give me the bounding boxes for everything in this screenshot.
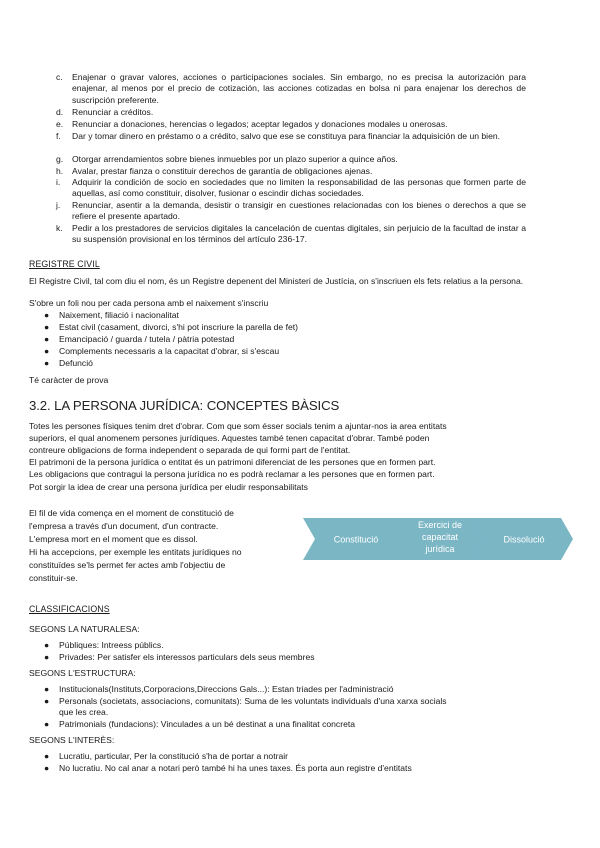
list-item: g. Otorgar arrendamientos sobre bienes inmuebles por un plazo superior a quince años. xyxy=(56,154,398,164)
list-item: ● Privades: Per satisfer els interessos particulars dels seus membres xyxy=(44,652,315,662)
list-item: c. Enajenar o gravar valores, acciones o participaciones sociales. Sin embargo, no es precisa la autorización para enajenar, al menos por el precio de cotización, las acciones cotizadas en bolsa ni para enajenar los derechos de suscripción preferente. xyxy=(56,72,526,105)
group-title: SEGONS LA NATURALESA: xyxy=(29,624,140,634)
life-line: constituïdes se'ls permet fer actes amb l'objectiu de xyxy=(29,560,226,570)
list-item-continuation: que les crea. xyxy=(59,707,109,717)
process-diagram xyxy=(303,516,573,564)
group-title: SEGONS L'INTERÈS: xyxy=(29,735,115,745)
classificacions-heading: CLASSIFICACIONS xyxy=(29,604,110,614)
group-title: SEGONS L'ESTRUCTURA: xyxy=(29,668,136,678)
list-item: i. Adquirir la condición de socio en sociedades que no limiten la responsabilidad de las personas que formen parte de aquellas, así como constituir, disolver, fusionar o escindir dichas sociedades. xyxy=(56,177,526,199)
life-line: L'empresa mort en el moment que es dissol. xyxy=(29,534,198,544)
list-item: ● Emancipació / guarda / tutela / pàtria potestad xyxy=(44,334,235,344)
list-item: e. Renunciar a donaciones, herencias o legados; aceptar legados y donaciones modales u onerosas. xyxy=(56,119,448,129)
section-line: Totes les persones físiques tenim dret d'obrar. Com que som ésser socials tenim a ajuntar-nos ia area entitats xyxy=(29,421,447,431)
bullet-icon: ● xyxy=(44,334,50,344)
process-step-label: Constitució xyxy=(333,534,379,545)
list-item: k. Pedir a los prestadores de servicios digitales la cancelación de cuentas digitales, sin perjuicio de la facultad de instar a su suspensión provisional en los términos del artículo 236-17. xyxy=(56,223,526,245)
process-step-label: capacitat xyxy=(421,532,459,542)
bullet-icon: ● xyxy=(44,652,50,662)
list-item: ● Lucratiu, particular, Per la constitució s'ha de portar a notrair xyxy=(44,751,289,761)
section-line: El patrimoni de la persona jurídica o entitat és un patrimoni diferenciat de les persones que en formen part. xyxy=(29,457,436,467)
life-line: l'empresa a través d'un document, d'un contracte. xyxy=(29,521,219,531)
process-step-label: jurídica xyxy=(425,544,455,554)
registre-heading: REGISTRE CIVIL xyxy=(29,259,100,269)
list-item: ● Complements necessaris a la capacitat d'obrar, si s'escau xyxy=(44,346,280,356)
bullet-icon: ● xyxy=(44,358,50,368)
list-item: j. Renunciar, asentir a la demanda, desistir o transigir en cuestiones relacionadas con los bienes o derechos a que se refiere el presente apartado. xyxy=(56,200,526,222)
list-item: ● Naixement, filiació i nacionalitat xyxy=(44,310,179,320)
list-item: h. Avalar, prestar fianza o constituir derechos de garantía de obligaciones ajenas. xyxy=(56,166,373,176)
list-item: ● Institucionals(Instituts,Corporacions,Direccions Gals...): Estan triades per l'administració xyxy=(44,684,394,694)
section-line: contreure obligacions de forma independent o separada de qui formi part de l'entitat. xyxy=(29,445,351,455)
life-line: Hi ha accepcions, per exemple les entitats jurídiques no xyxy=(29,547,242,557)
life-line: El fil de vida comença en el moment de constitució de xyxy=(29,508,234,518)
list-item: ● Patrimonials (fundacions): Vinculades a un bé destinat a una finalitat concreta xyxy=(44,719,356,729)
process-step-label: Exercici de xyxy=(417,520,463,530)
life-line: constituir-se. xyxy=(29,573,78,583)
bullet-icon: ● xyxy=(44,310,50,320)
section-line: superiors, el qual anomenem persones jurídiques. Aquestes també tenen capacitat d'obrar. També poden xyxy=(29,433,430,443)
registre-note: Té caràcter de prova xyxy=(29,375,109,385)
list-item: ● Estat civil (casament, divorci, s'hi pot inscriure la parella de fet) xyxy=(44,322,299,332)
bullet-icon: ● xyxy=(44,640,50,650)
list-item: ● Defunció xyxy=(44,358,93,368)
bullet-icon: ● xyxy=(44,719,50,729)
registre-intro: S'obre un foli nou per cada persona amb el naixement s'inscriu xyxy=(29,298,269,308)
bullet-icon: ● xyxy=(44,763,50,773)
bullet-icon: ● xyxy=(44,684,50,694)
section-line: Les obligacions que contragui la persona jurídica no es podrà reclamar a les persones que en formen part. xyxy=(29,469,435,479)
bullet-icon: ● xyxy=(44,751,50,761)
process-step-label: Dissolució xyxy=(503,534,545,545)
list-item: ● Personals (societats, associacions, comunitats): Suma de les voluntats individuals d'una xarxa socials xyxy=(44,696,447,706)
section-title: 3.2. LA PERSONA JURÍDICA: CONCEPTES BÀSICS xyxy=(29,398,340,413)
bullet-icon: ● xyxy=(44,346,50,356)
registre-paragraph: El Registre Civil, tal com diu el nom, és un Registre depenent del Ministeri de Justícia, on s'inscriuen els fets relatius a la persona. xyxy=(29,276,524,286)
list-item: ● Públiques: Intreess públics. xyxy=(44,640,164,650)
bullet-icon: ● xyxy=(44,322,50,332)
list-item: ● No lucratiu. No cal anar a notari però també hi ha unes taxes. És porta aun registre d'entitats xyxy=(44,763,412,773)
list-item: f. Dar y tomar dinero en préstamo o a crédito, salvo que ese se constituya para financiar la adquisición de un bien. xyxy=(56,131,501,141)
list-item: d. Renunciar a créditos. xyxy=(56,107,154,117)
bullet-icon: ● xyxy=(44,696,50,706)
section-line: Pot sorgir la idea de crear una persona jurídica per eludir responsabilitats xyxy=(29,482,308,492)
